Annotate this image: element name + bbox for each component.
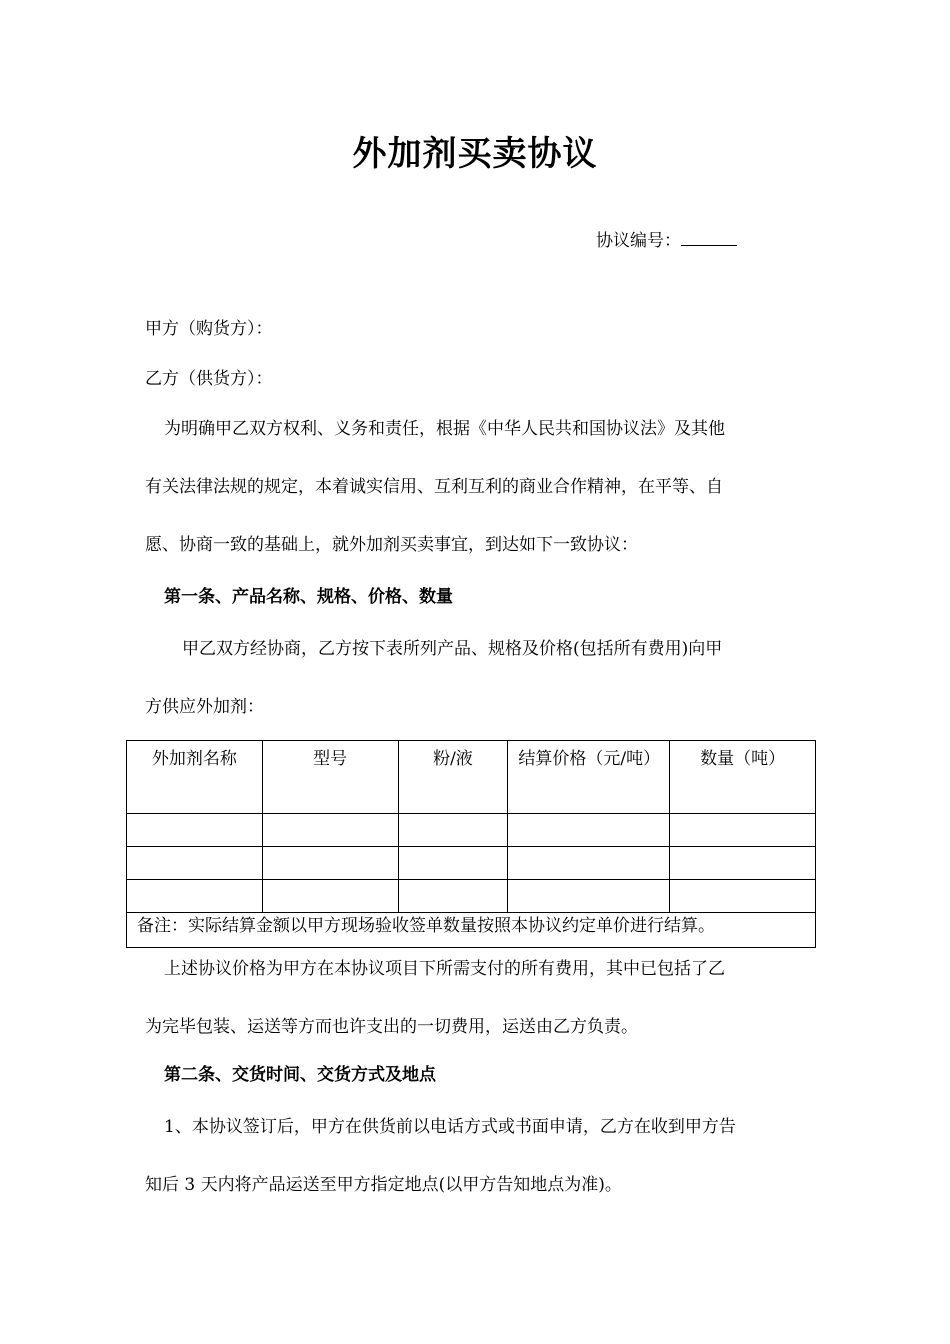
contract-number <box>596 226 737 251</box>
table-cell[interactable] <box>127 814 263 847</box>
after-table-line-1: 上述协议价格为甲方在本协议项目下所需支付的所有费用，其中已包括了乙 <box>164 959 725 979</box>
table-cell[interactable] <box>670 814 816 847</box>
header-quantity: 数量（吨） <box>670 741 816 814</box>
table-cell[interactable] <box>670 880 816 913</box>
article-1-para-line-1: 甲乙双方经协商，乙方按下表所列产品、规格及价格(包括所有费用)向甲 <box>182 639 723 659</box>
header-name: 外加剂名称 <box>127 741 263 814</box>
header-form: 粉/液 <box>398 741 508 814</box>
table-cell[interactable] <box>262 814 398 847</box>
header-model: 型号 <box>262 741 398 814</box>
table-row <box>127 847 816 880</box>
table-cell[interactable] <box>508 847 670 880</box>
contract-number-blank <box>681 229 737 246</box>
header-price: 结算价格（元/吨） <box>508 741 670 814</box>
article-1-heading: 第一条、产品名称、规格、价格、数量 <box>164 587 453 607</box>
party-a-line: 甲方（购货方）： <box>145 319 273 339</box>
table-cell[interactable] <box>398 880 508 913</box>
table-note-row <box>127 913 816 948</box>
table-cell[interactable] <box>508 814 670 847</box>
table-cell[interactable] <box>127 880 263 913</box>
table-row <box>127 880 816 913</box>
contract-number-label: 协议编号： <box>596 231 681 251</box>
party-b-line: 乙方（供货方）： <box>145 369 273 389</box>
table-cell[interactable] <box>508 880 670 913</box>
intro-line-2: 有关法律法规的规定，本着诚实信用、互利互利的商业合作精神，在平等、自 <box>145 477 723 497</box>
after-table-line-2: 为完毕包装、运送等方而也许支出的一切费用，运送由乙方负责。 <box>145 1017 638 1037</box>
table-cell[interactable] <box>398 814 508 847</box>
table-cell[interactable] <box>127 847 263 880</box>
table-header-row <box>127 741 816 814</box>
article-2-para-line-2: 知后 3 天内将产品运送至甲方指定地点(以甲方告知地点为准)。 <box>145 1175 622 1195</box>
table-note: 备注：实际结算金额以甲方现场验收签单数量按照本协议约定单价进行结算。 <box>127 913 816 948</box>
intro-line-1: 为明确甲乙双方权利、义务和责任，根据《中华人民共和国协议法》及其他 <box>164 419 725 439</box>
table-cell[interactable] <box>670 847 816 880</box>
document-title: 外加剂买卖协议 <box>352 134 598 174</box>
table-row <box>127 814 816 847</box>
article-1-para-line-2: 方供应外加剂： <box>145 697 264 717</box>
product-table <box>126 740 816 948</box>
article-2-para-line-1: 1、本协议签订后，甲方在供货前以电话方式或书面申请，乙方在收到甲方告 <box>164 1117 736 1137</box>
article-2-heading: 第二条、交货时间、交货方式及地点 <box>164 1065 436 1085</box>
table-cell[interactable] <box>262 847 398 880</box>
table-cell[interactable] <box>398 847 508 880</box>
table-cell[interactable] <box>262 880 398 913</box>
intro-line-3: 愿、协商一致的基础上，就外加剂买卖事宜，到达如下一致协议： <box>145 535 638 555</box>
